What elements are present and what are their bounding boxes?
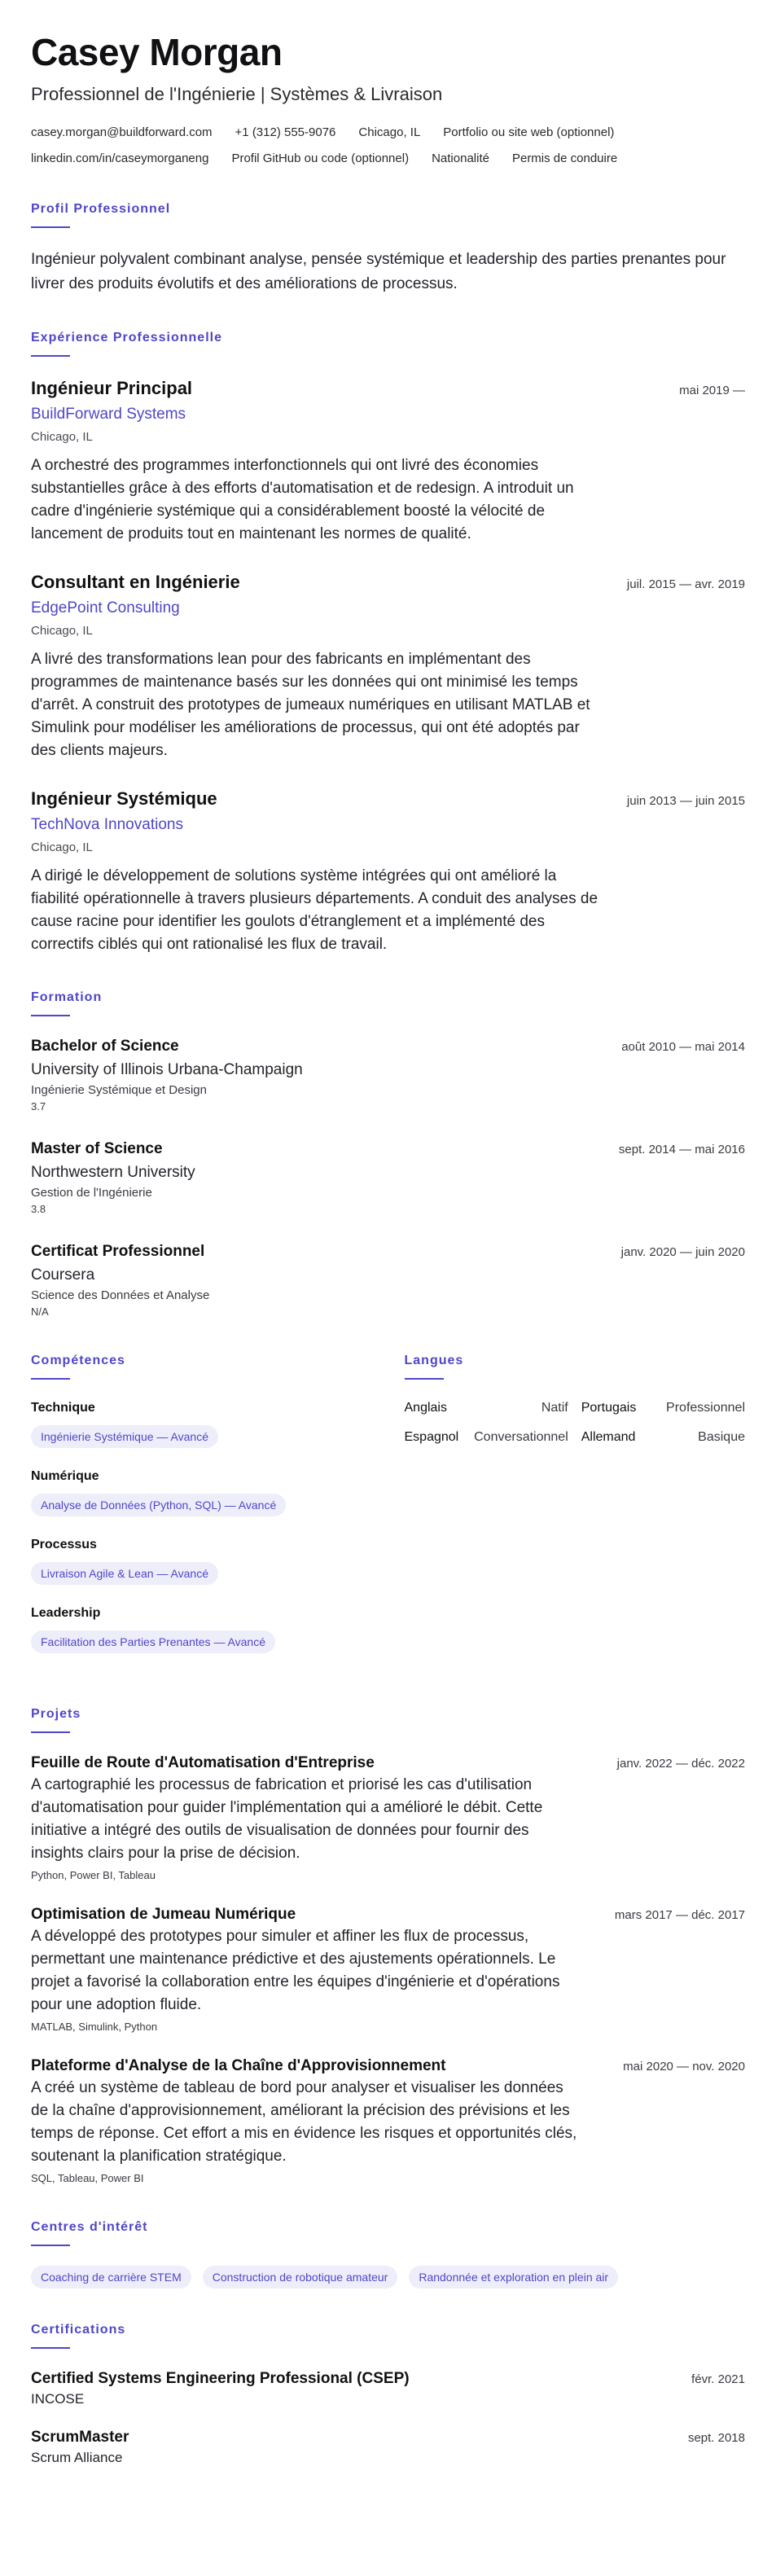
contact-email[interactable]: casey.morgan@buildforward.com <box>31 125 213 139</box>
language-item <box>405 1428 568 1446</box>
gpa-value: 3.8 <box>31 1203 46 1215</box>
company-name: EdgePoint Consulting <box>31 599 180 617</box>
certification-entry <box>31 2427 745 2468</box>
section-heading: Centres d'intérêt <box>31 2220 148 2234</box>
skill-chip: Ingénierie Systémique — Avancé <box>31 1425 218 1448</box>
language-item <box>581 1399 745 1417</box>
certification-entry <box>31 2368 745 2409</box>
skill-category: Numérique <box>31 1469 99 1483</box>
degree-title: Certificat Professionnel <box>31 1243 205 1260</box>
section-divider <box>31 2347 70 2349</box>
project-tech: Python, Power BI, Tableau <box>31 1869 156 1881</box>
profile-summary: Ingénieur polyvalent combinant analyse, pensée systémique et leadership des parties prenantes pour livrer des produits évolutifs et des améliorations de processus. <box>31 251 726 292</box>
job-title: Consultant en Ingénierie <box>31 572 240 592</box>
language-level: Conversationnel <box>474 1430 568 1444</box>
contact-linkedin[interactable]: linkedin.com/in/caseymorganeng <box>31 151 209 165</box>
job-location: Chicago, IL <box>31 840 93 854</box>
language-level: Professionnel <box>666 1401 745 1415</box>
project-date: janv. 2022 — déc. 2022 <box>616 1757 745 1771</box>
project-date: mai 2020 — nov. 2020 <box>623 2060 745 2074</box>
language-name: Allemand <box>581 1430 636 1444</box>
section-heading: Formation <box>31 990 103 1004</box>
candidate-title: Professionnel de l'Ingénierie | Systèmes & Livraison <box>31 84 443 104</box>
certification-title: ScrumMaster <box>31 2429 129 2446</box>
projects-section <box>31 1705 745 2186</box>
interest-chip: Coaching de carrière STEM <box>31 2266 191 2289</box>
field-of-study: Ingénierie Systémique et Design <box>31 1083 207 1097</box>
job-description: A livré des transformations lean pour des fabricants en implémentant des programmes de maintenance basés sur les données qui ont minimisé les temps d'arrêt. A construit des prototypes de jumeaux numériques en utilisant MATLAB et Simulink pour modéliser les améliorations de processus, qui ont été adoptés par des clients majeurs. <box>31 651 590 759</box>
language-item <box>581 1428 745 1446</box>
skill-group <box>31 1468 372 1516</box>
certification-issuer: Scrum Alliance <box>31 2450 123 2465</box>
company-name: BuildForward Systems <box>31 406 186 423</box>
resume-header <box>31 31 745 168</box>
job-location: Chicago, IL <box>31 430 93 444</box>
skill-category: Processus <box>31 1538 97 1551</box>
job-title: Ingénieur Systémique <box>31 788 217 809</box>
job-date: mai 2019 — <box>679 384 745 397</box>
experience-entry <box>31 787 745 956</box>
company-name: TechNova Innovations <box>31 816 183 833</box>
education-entry <box>31 1036 745 1114</box>
experience-section <box>31 329 745 956</box>
field-of-study: Science des Données et Analyse <box>31 1288 210 1302</box>
candidate-name: Casey Morgan <box>31 31 283 73</box>
language-name: Anglais <box>404 1401 447 1415</box>
job-description: A orchestré des programmes interfonctionnels qui ont livré des économies substantielles grâce à des efforts d'automatisation et de redesign. A introduit un cadre d'ingénierie systémique qui a considérablement boosté la vélocité de lancement de produits tout en maintenant les normes de qualité. <box>31 457 574 542</box>
school-name: Coursera <box>31 1266 95 1284</box>
language-name: Portugais <box>581 1401 637 1415</box>
languages-column <box>405 1352 746 1673</box>
degree-title: Master of Science <box>31 1140 163 1157</box>
project-description: A créé un système de tableau de bord pour analyser et visualiser les données de la chaîne d'approvisionnement, améliorant la précision des prévisions et les temps de réponse. Cet effort a mis en évidence les risques et opportunités clés, soutenant la planification stratégique. <box>31 2079 577 2165</box>
experience-entry <box>31 570 745 762</box>
job-location: Chicago, IL <box>31 624 93 638</box>
degree-title: Bachelor of Science <box>31 1038 179 1055</box>
education-date: janv. 2020 — juin 2020 <box>620 1245 745 1259</box>
field-of-study: Gestion de l'Ingénierie <box>31 1186 152 1200</box>
contact-list <box>31 124 745 168</box>
education-date: août 2010 — mai 2014 <box>621 1040 745 1054</box>
school-name: University of Illinois Urbana-Champaign <box>31 1061 303 1078</box>
skill-chip: Facilitation des Parties Prenantes — Avancé <box>31 1630 275 1653</box>
certification-issuer: INCOSE <box>31 2391 85 2407</box>
section-heading: Certifications <box>31 2323 126 2337</box>
certifications-section <box>31 2321 745 2468</box>
project-description: A cartographié les processus de fabrication et priorisé les cas d'utilisation d'automatisation pour guider l'implémentation qui a amélioré le débit. Cette initiative a intégré des outils de visualisation de données pour fournir des insights clairs pour la prise de décision. <box>31 1776 543 1862</box>
contact-location: Chicago, IL <box>358 125 421 139</box>
gpa-value: N/A <box>31 1306 49 1318</box>
section-heading: Projets <box>31 1707 81 1721</box>
job-description: A dirigé le développement de solutions système intégrées qui ont amélioré la fiabilité opérationnelle à travers plusieurs départements. A conduit des analyses de cause racine pour identifier les goulots d'étranglement et a implémenté des correctifs ciblés qui ont rationalisé les flux de travail. <box>31 867 598 953</box>
section-heading: Profil Professionnel <box>31 202 171 216</box>
certification-title: Certified Systems Engineering Professional (CSEP) <box>31 2370 410 2387</box>
contact-portfolio[interactable]: Portfolio ou site web (optionnel) <box>443 125 615 139</box>
job-title: Ingénieur Principal <box>31 378 193 398</box>
project-entry <box>31 1904 745 2034</box>
section-divider <box>405 1378 444 1380</box>
project-title: Feuille de Route d'Automatisation d'Entreprise <box>31 1754 375 1771</box>
project-title: Plateforme d'Analyse de la Chaîne d'Approvisionnement <box>31 2057 446 2074</box>
skill-group <box>31 1399 372 1448</box>
skill-chip: Livraison Agile & Lean — Avancé <box>31 1562 218 1585</box>
project-tech: SQL, Tableau, Power BI <box>31 2172 144 2184</box>
education-entry <box>31 1241 745 1319</box>
contact-nationality: Nationalité <box>432 151 489 165</box>
language-item <box>405 1399 568 1417</box>
job-date: juin 2013 — juin 2015 <box>626 794 745 808</box>
skill-category: Leadership <box>31 1606 101 1620</box>
project-entry <box>31 1753 745 1883</box>
gpa-value: 3.7 <box>31 1100 46 1112</box>
section-divider <box>31 1378 70 1380</box>
education-section <box>31 989 745 1319</box>
section-heading: Compétences <box>31 1354 125 1367</box>
certification-date: févr. 2021 <box>691 2372 745 2386</box>
skills-languages-section <box>31 1352 745 1673</box>
education-entry <box>31 1139 745 1217</box>
project-date: mars 2017 — déc. 2017 <box>614 1908 745 1922</box>
profile-section <box>31 200 745 296</box>
project-description: A développé des prototypes pour simuler et affiner les flux de processus, permettant une maintenance prédictive et des ajustements opérationnels. Le projet a favorisé la collaboration entre les équipes d'ingénierie et d'opérations pour une adoption fluide. <box>31 1928 560 2013</box>
section-divider <box>31 355 70 357</box>
section-divider <box>31 2245 70 2246</box>
section-heading: Expérience Professionnelle <box>31 331 222 344</box>
language-level: Basique <box>698 1430 745 1444</box>
language-name: Espagnol <box>404 1430 459 1444</box>
section-heading: Langues <box>404 1354 464 1367</box>
skill-group <box>31 1604 372 1653</box>
experience-entry <box>31 376 745 546</box>
interest-list <box>31 2266 745 2289</box>
section-divider <box>31 226 70 228</box>
interest-chip: Randonnée et exploration en plein air <box>409 2266 618 2289</box>
interest-chip: Construction de robotique amateur <box>203 2266 398 2289</box>
section-divider <box>31 1731 70 1733</box>
contact-github[interactable]: Profil GitHub ou code (optionnel) <box>231 151 410 165</box>
language-level: Natif <box>541 1401 568 1415</box>
education-date: sept. 2014 — mai 2016 <box>618 1143 745 1156</box>
interests-section <box>31 2218 745 2289</box>
job-date: juil. 2015 — avr. 2019 <box>626 577 745 591</box>
skills-column <box>31 1352 372 1673</box>
contact-phone[interactable]: +1 (312) 555-9076 <box>235 125 336 139</box>
contact-license: Permis de conduire <box>511 151 618 165</box>
skill-chip: Analyse de Données (Python, SQL) — Avancé <box>31 1494 286 1516</box>
skill-category: Technique <box>31 1401 95 1415</box>
project-title: Optimisation de Jumeau Numérique <box>31 1906 296 1923</box>
skill-group <box>31 1536 372 1585</box>
certification-date: sept. 2018 <box>687 2431 745 2445</box>
project-tech: MATLAB, Simulink, Python <box>31 2021 158 2033</box>
project-entry <box>31 2056 745 2186</box>
section-divider <box>31 1015 70 1016</box>
language-list <box>405 1399 746 1446</box>
school-name: Northwestern University <box>31 1164 195 1181</box>
